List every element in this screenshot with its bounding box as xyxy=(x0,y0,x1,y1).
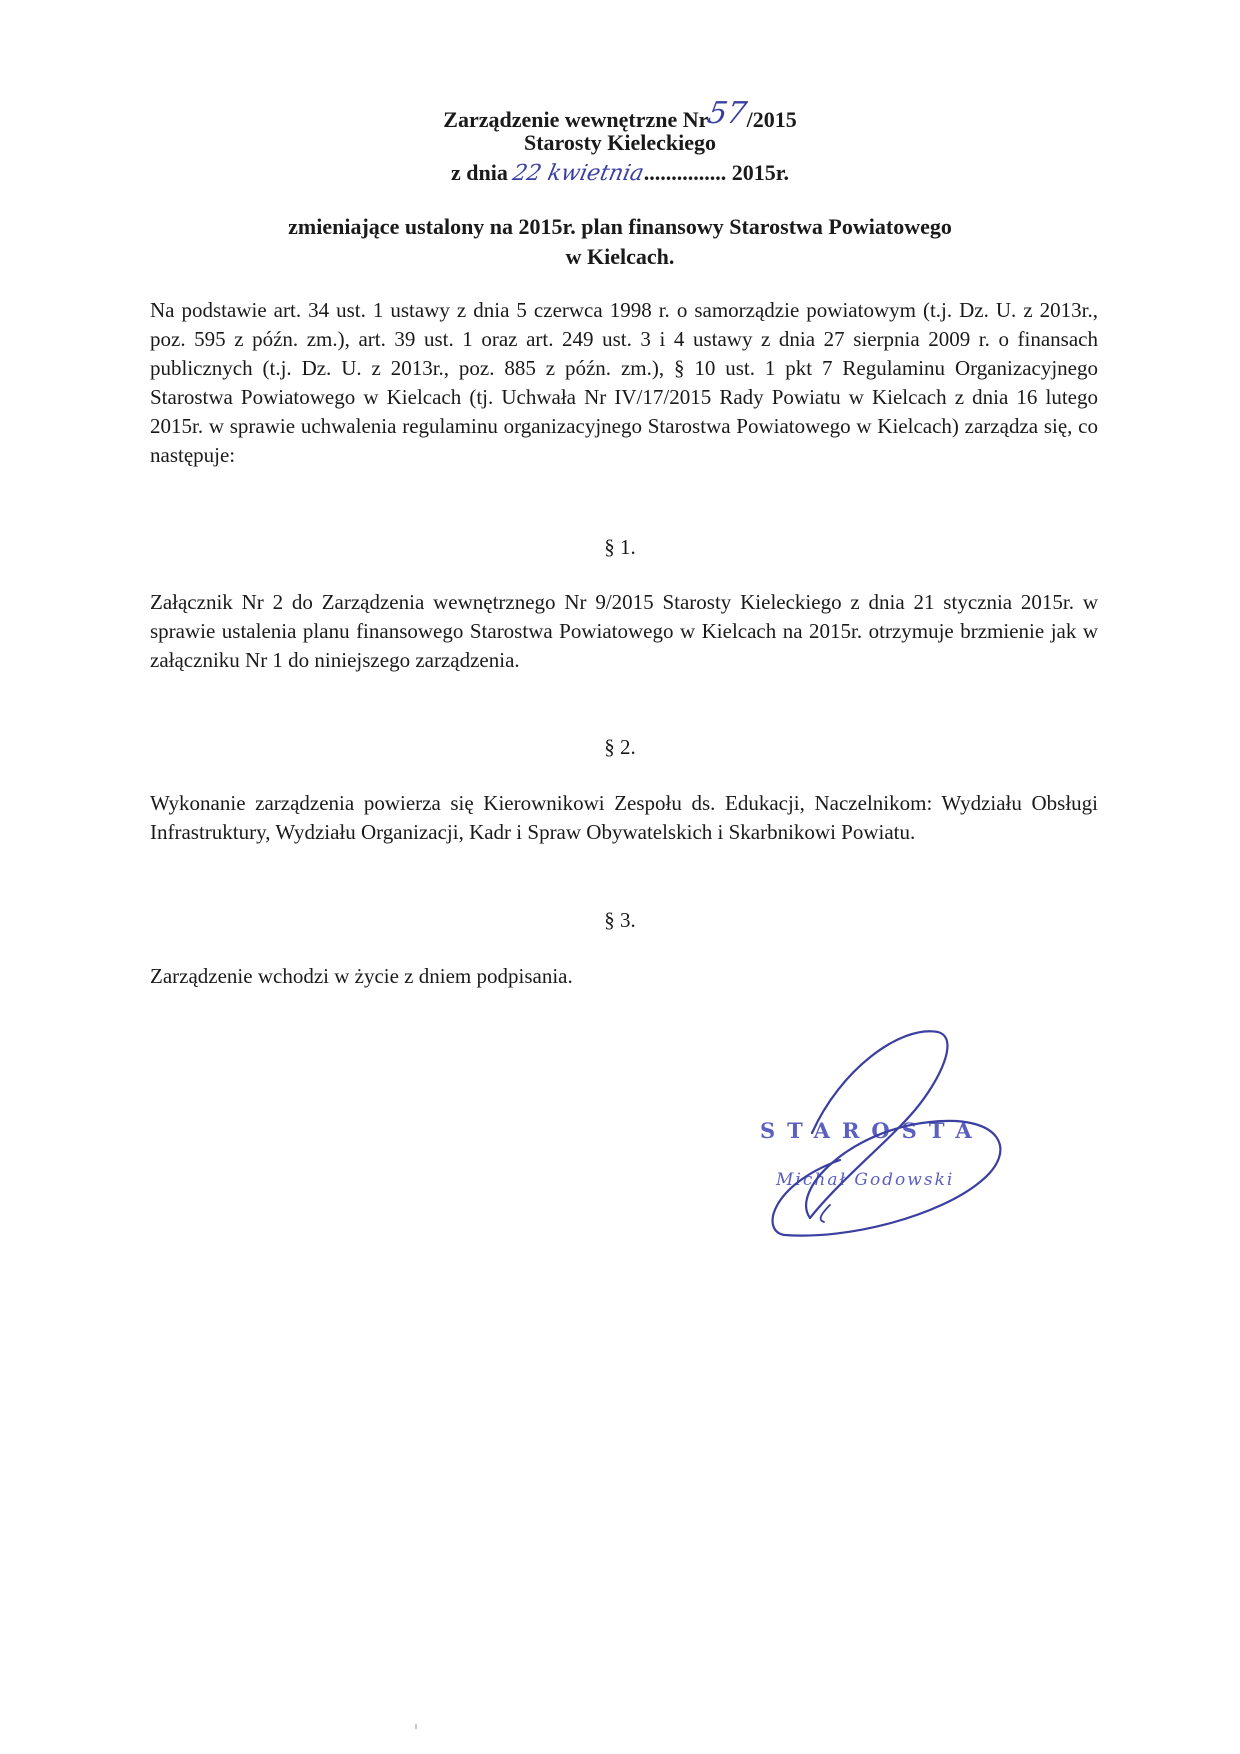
handwritten-number: 57 xyxy=(705,96,750,131)
handwritten-signature xyxy=(720,1010,1030,1250)
section-1-text: Załącznik Nr 2 do Zarządzenia wewnętrznego Nr 9/2015 Starosty Kieleckiego z dnia 21 stycznia 2015r. w sprawie ustalenia planu finansowego Starostwa Powiatowego w Kielcach na 2015r. otrzymuje brzmienie jak w załączniku Nr 1 do niniejszego zarządzenia. xyxy=(150,590,1098,672)
handwritten-date: 22 kwietnia xyxy=(510,161,647,186)
stamp-title: STAROSTA xyxy=(760,1118,984,1143)
title-prefix: Zarządzenie wewnętrzne Nr xyxy=(443,107,709,132)
section-3-heading: § 3. xyxy=(604,908,636,932)
date-suffix: 2015r. xyxy=(731,160,789,185)
subject-line-1: zmieniające ustalony na 2015r. plan finansowy Starostwa Powiatowego xyxy=(288,214,952,239)
section-3-text: Zarządzenie wchodzi w życie z dniem podpisania. xyxy=(150,964,573,988)
issuing-authority: Starosty Kieleckiego xyxy=(523,130,717,155)
section-2-text: Wykonanie zarządzenia powierza się Kierownikowi Zespołu ds. Edukacji, Naczelnikom: Wydziału Obsługi Infrastruktury, Wydziału Organizacji, Kadr i Spraw Obywatelskich i Skarbnikowi Powiatu. xyxy=(150,791,1098,844)
section-1-heading: § 1. xyxy=(604,535,636,559)
preamble-paragraph: Na podstawie art. 34 ust. 1 ustawy z dnia 5 czerwca 1998 r. o samorządzie powiatowym (t.j. Dz. U. z 2013r., poz. 595 z późn. zm.), art. 39 ust. 1 oraz art. 249 ust. 3 i 4 ustawy z dnia 27 sierpnia 2009 r. o finansach publicznych (t.j. Dz. U. z 2013r., poz. 885 z późn. zm.), § 10 ust. 1 pkt 7 Regulaminu Organizacyjnego Starostwa Powiatowego w Kielcach (tj. Uchwała Nr IV/17/2015 Rady Powiatu w Kielcach z dnia 16 lutego 2015r. w sprawie uchwalenia regulaminu organizacyjnego Starostwa Powiatowego w Kielcach) zarządza się, co następuje: xyxy=(150,298,1098,467)
scan-speck xyxy=(415,1724,417,1729)
document-date xyxy=(0,160,1240,186)
subject-line-2: w Kielcach. xyxy=(565,244,675,269)
date-dots: ............... xyxy=(643,160,727,185)
title-suffix: /2015 xyxy=(746,107,797,132)
starosta-stamp xyxy=(720,1010,1030,1250)
date-prefix: z dnia xyxy=(451,160,508,185)
section-2-heading: § 2. xyxy=(604,735,636,759)
stamp-name: Michał Godowski xyxy=(776,1170,955,1190)
